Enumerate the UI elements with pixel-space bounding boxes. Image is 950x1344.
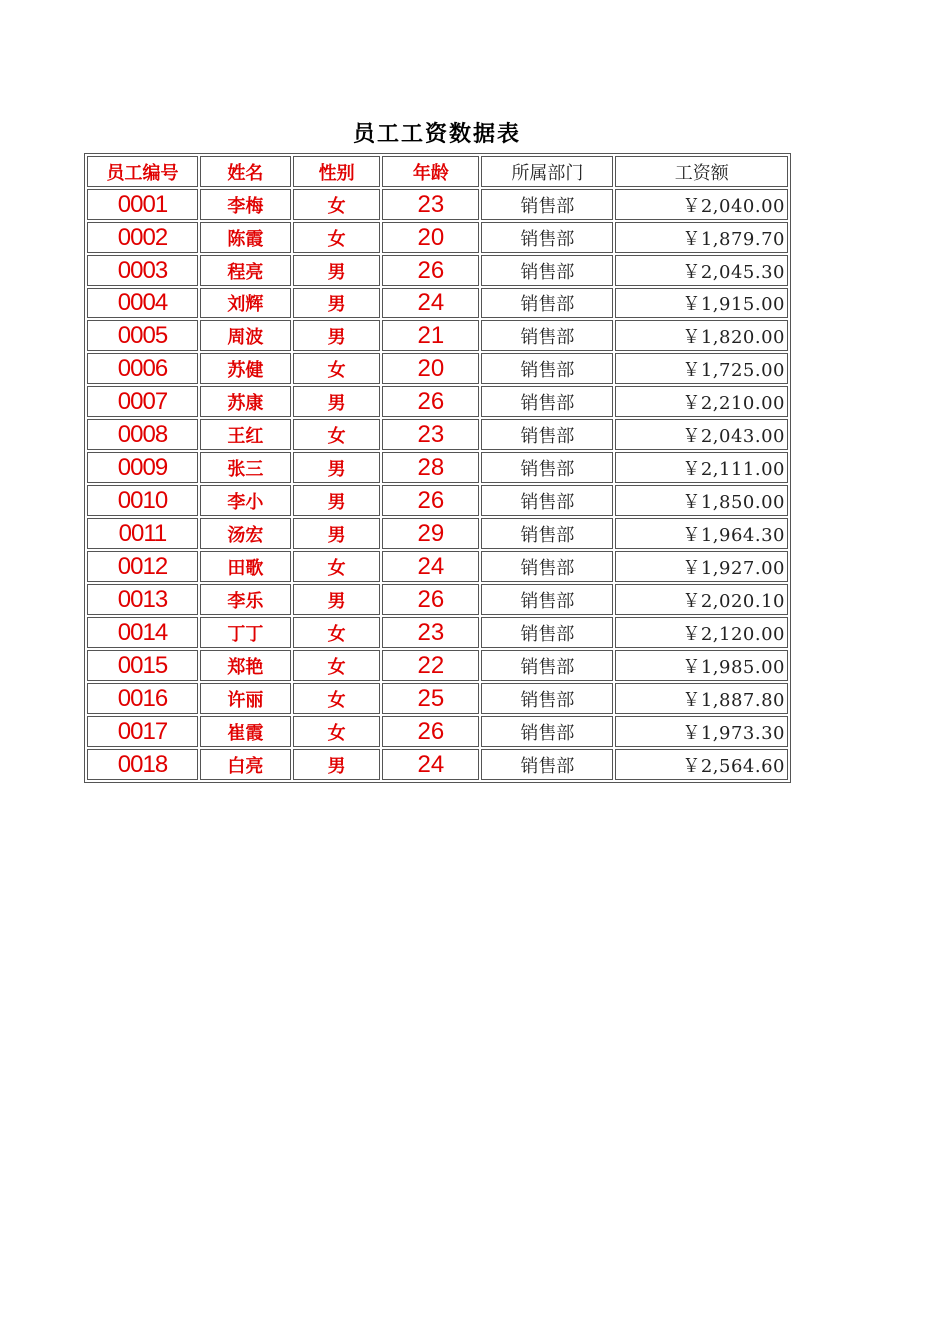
cell-name[interactable]: 李梅	[200, 189, 291, 220]
cell-dept[interactable]: 销售部	[481, 222, 613, 253]
cell-sex[interactable]: 女	[293, 222, 381, 253]
table-row	[87, 650, 788, 681]
cell-dept[interactable]: 销售部	[481, 617, 613, 648]
cell-sex[interactable]: 女	[293, 419, 381, 450]
salary-table	[84, 153, 791, 783]
cell-age[interactable]: 26	[382, 386, 479, 417]
cell-sex[interactable]: 男	[293, 485, 381, 516]
cell-id[interactable]: 0018	[87, 749, 198, 780]
cell-sex[interactable]: 女	[293, 189, 381, 220]
cell-age[interactable]: 24	[382, 551, 479, 582]
table-row	[87, 716, 788, 747]
header-age[interactable]: 年龄	[382, 156, 479, 187]
cell-age[interactable]: 24	[382, 288, 479, 318]
cell-id[interactable]: 0010	[87, 485, 198, 516]
cell-id[interactable]: 0014	[87, 617, 198, 648]
header-row	[87, 156, 788, 187]
cell-age[interactable]: 23	[382, 419, 479, 450]
table-row	[87, 288, 788, 318]
cell-age[interactable]: 21	[382, 320, 479, 351]
cell-name[interactable]: 陈霞	[200, 222, 291, 253]
page-title: 员工工资数据表	[352, 122, 521, 147]
cell-sex[interactable]: 男	[293, 518, 381, 549]
cell-age[interactable]: 23	[382, 189, 479, 220]
cell-dept[interactable]: 销售部	[481, 189, 613, 220]
cell-salary[interactable]: ￥2,043.00	[615, 419, 788, 450]
cell-name[interactable]: 周波	[200, 320, 291, 351]
cell-age[interactable]: 22	[382, 650, 479, 681]
cell-salary[interactable]: ￥1,964.30	[615, 518, 788, 549]
cell-id[interactable]: 0008	[87, 419, 198, 450]
cell-name[interactable]: 张三	[200, 452, 291, 483]
cell-dept[interactable]: 销售部	[481, 683, 613, 714]
table-row	[87, 749, 788, 780]
cell-age[interactable]: 26	[382, 255, 479, 286]
cell-sex[interactable]: 女	[293, 617, 381, 648]
table-row	[87, 419, 788, 450]
cell-id[interactable]: 0005	[87, 320, 198, 351]
cell-sex[interactable]: 男	[293, 288, 381, 318]
cell-age[interactable]: 24	[382, 749, 479, 780]
cell-sex[interactable]: 女	[293, 353, 381, 384]
cell-id[interactable]: 0001	[87, 189, 198, 220]
cell-id[interactable]: 0002	[87, 222, 198, 253]
cell-sex[interactable]: 男	[293, 749, 381, 780]
cell-name[interactable]: 丁丁	[200, 617, 291, 648]
cell-age[interactable]: 29	[382, 518, 479, 549]
cell-age[interactable]: 26	[382, 584, 479, 615]
cell-sex[interactable]: 男	[293, 386, 381, 417]
cell-name[interactable]: 程亮	[200, 255, 291, 286]
cell-name[interactable]: 苏健	[200, 353, 291, 384]
cell-dept[interactable]: 销售部	[481, 255, 613, 286]
cell-id[interactable]: 0012	[87, 551, 198, 582]
cell-name[interactable]: 崔霞	[200, 716, 291, 747]
cell-age[interactable]: 26	[382, 716, 479, 747]
cell-salary[interactable]: ￥2,045.30	[615, 255, 788, 286]
cell-id[interactable]: 0007	[87, 386, 198, 417]
cell-salary[interactable]: ￥1,879.70	[615, 222, 788, 253]
table-row	[87, 485, 788, 516]
header-name[interactable]: 姓名	[200, 156, 291, 187]
cell-age[interactable]: 28	[382, 452, 479, 483]
cell-dept[interactable]: 销售部	[481, 650, 613, 681]
cell-salary[interactable]: ￥1,915.00	[615, 288, 788, 318]
cell-sex[interactable]: 男	[293, 452, 381, 483]
table-row	[87, 683, 788, 714]
cell-salary[interactable]: ￥2,040.00	[615, 189, 788, 220]
cell-salary[interactable]: ￥1,887.80	[615, 683, 788, 714]
cell-sex[interactable]: 女	[293, 716, 381, 747]
cell-age[interactable]: 26	[382, 485, 479, 516]
cell-id[interactable]: 0011	[87, 518, 198, 549]
cell-dept[interactable]: 销售部	[481, 716, 613, 747]
cell-name[interactable]: 李小	[200, 485, 291, 516]
cell-salary[interactable]: ￥2,020.10	[615, 584, 788, 615]
header-dept[interactable]: 所属部门	[481, 156, 613, 187]
cell-sex[interactable]: 女	[293, 551, 381, 582]
cell-salary[interactable]: ￥1,927.00	[615, 551, 788, 582]
cell-dept[interactable]: 销售部	[481, 320, 613, 351]
cell-name[interactable]: 许丽	[200, 683, 291, 714]
cell-name[interactable]: 田歌	[200, 551, 291, 582]
cell-age[interactable]: 23	[382, 617, 479, 648]
cell-sex[interactable]: 男	[293, 255, 381, 286]
cell-name[interactable]: 白亮	[200, 749, 291, 780]
table-body	[87, 189, 788, 780]
table-row	[87, 255, 788, 286]
cell-name[interactable]: 李乐	[200, 584, 291, 615]
cell-id[interactable]: 0004	[87, 288, 198, 318]
cell-dept[interactable]: 销售部	[481, 584, 613, 615]
cell-id[interactable]: 0009	[87, 452, 198, 483]
header-id[interactable]: 员工编号	[87, 156, 198, 187]
cell-name[interactable]: 郑艳	[200, 650, 291, 681]
header-sex[interactable]: 性别	[293, 156, 381, 187]
cell-sex[interactable]: 女	[293, 683, 381, 714]
table-row	[87, 617, 788, 648]
cell-id[interactable]: 0016	[87, 683, 198, 714]
table-row	[87, 551, 788, 582]
cell-dept[interactable]: 销售部	[481, 288, 613, 318]
cell-id[interactable]: 0006	[87, 353, 198, 384]
table-row	[87, 353, 788, 384]
cell-salary[interactable]: ￥2,210.00	[615, 386, 788, 417]
table-row	[87, 584, 788, 615]
cell-salary[interactable]: ￥2,111.00	[615, 452, 788, 483]
cell-salary[interactable]: ￥1,820.00	[615, 320, 788, 351]
cell-name[interactable]: 苏康	[200, 386, 291, 417]
cell-sex[interactable]: 女	[293, 650, 381, 681]
table-row	[87, 222, 788, 253]
header-salary[interactable]: 工资额	[615, 156, 788, 187]
cell-age[interactable]: 20	[382, 222, 479, 253]
cell-sex[interactable]: 男	[293, 320, 381, 351]
cell-id[interactable]: 0017	[87, 716, 198, 747]
cell-id[interactable]: 0003	[87, 255, 198, 286]
cell-dept[interactable]: 销售部	[481, 749, 613, 780]
table-row	[87, 320, 788, 351]
cell-name[interactable]: 王红	[200, 419, 291, 450]
cell-name[interactable]: 刘辉	[200, 288, 291, 318]
cell-id[interactable]: 0015	[87, 650, 198, 681]
cell-age[interactable]: 25	[382, 683, 479, 714]
cell-sex[interactable]: 男	[293, 584, 381, 615]
cell-name[interactable]: 汤宏	[200, 518, 291, 549]
cell-salary[interactable]: ￥1,725.00	[615, 353, 788, 384]
cell-age[interactable]: 20	[382, 353, 479, 384]
table-row	[87, 386, 788, 417]
table-row	[87, 518, 788, 549]
cell-dept[interactable]: 销售部	[481, 452, 613, 483]
cell-dept[interactable]: 销售部	[481, 551, 613, 582]
cell-salary[interactable]: ￥1,973.30	[615, 716, 788, 747]
cell-salary[interactable]: ￥2,120.00	[615, 617, 788, 648]
cell-dept[interactable]: 销售部	[481, 419, 613, 450]
cell-salary[interactable]: ￥1,985.00	[615, 650, 788, 681]
table-row	[87, 452, 788, 483]
cell-salary[interactable]: ￥1,850.00	[615, 485, 788, 516]
cell-salary[interactable]: ￥2,564.60	[615, 749, 788, 780]
cell-dept[interactable]: 销售部	[481, 353, 613, 384]
cell-dept[interactable]: 销售部	[481, 386, 613, 417]
cell-id[interactable]: 0013	[87, 584, 198, 615]
cell-dept[interactable]: 销售部	[481, 485, 613, 516]
table-row	[87, 189, 788, 220]
cell-dept[interactable]: 销售部	[481, 518, 613, 549]
